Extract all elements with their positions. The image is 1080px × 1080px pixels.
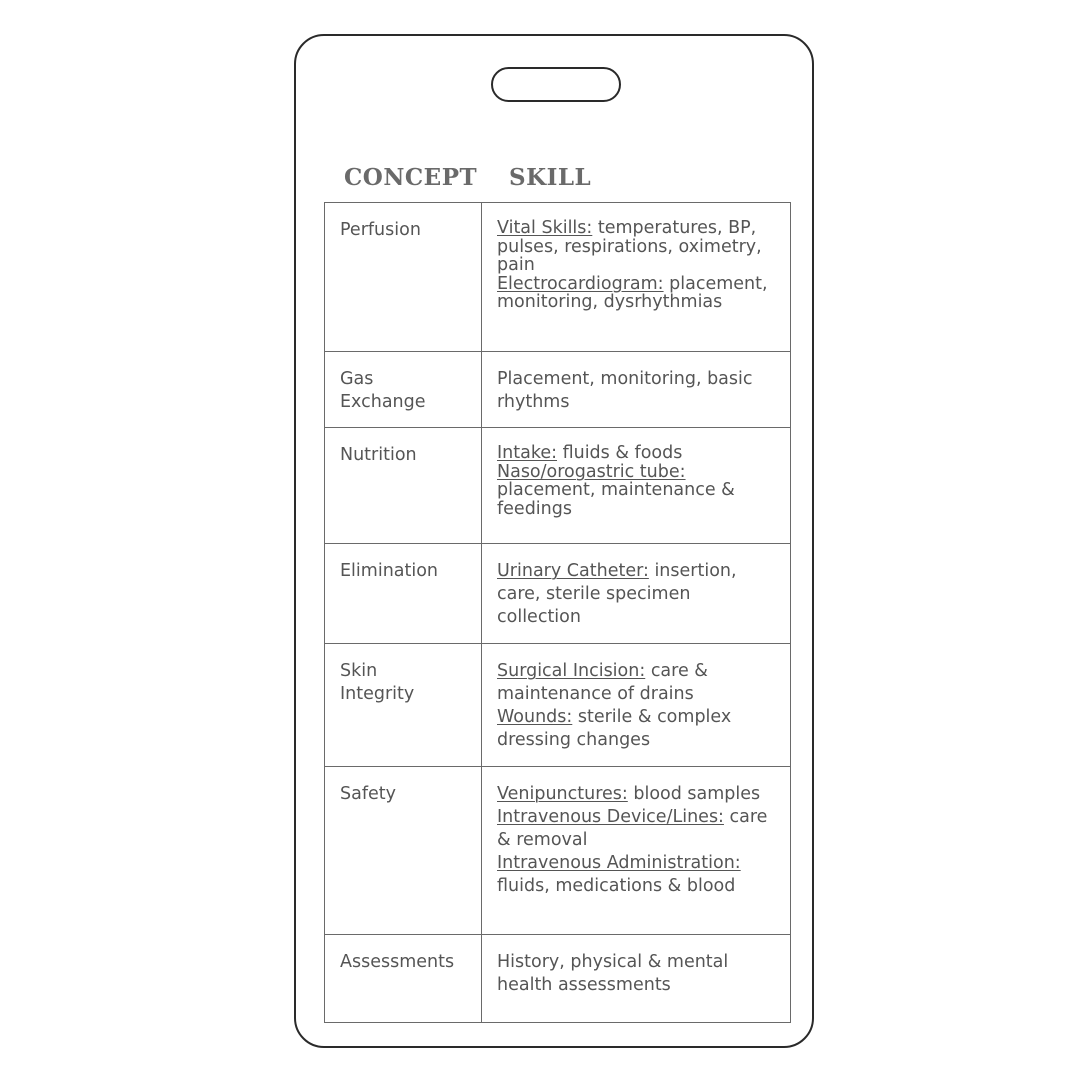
concept-label: Skin: [340, 661, 378, 681]
table-row: [325, 644, 791, 767]
skill-text: placement, maintenance & feedings: [497, 480, 735, 519]
badge-slot-hole: [491, 67, 621, 102]
concept-label: Elimination: [340, 561, 439, 581]
skill-cell: [482, 935, 791, 1023]
skill-header: SKILL: [509, 164, 592, 191]
concept-label: Nutrition: [340, 445, 417, 465]
skill-title: Electrocardiogram:: [497, 273, 664, 294]
skill-title: Intake:: [497, 443, 558, 463]
skill-title: Urinary Catheter:: [497, 561, 649, 581]
skill-cell: [482, 767, 791, 935]
concept-cell: [325, 935, 482, 1023]
skill-title: Intravenous Device/Lines:: [497, 807, 724, 827]
skill-cell: [482, 428, 791, 544]
skill-text: Placement, monitoring, basic rhythms: [497, 369, 753, 412]
skill-title: Venipunctures:: [497, 784, 628, 804]
skill-text: care & removal: [497, 807, 768, 850]
table-row: [325, 935, 791, 1023]
table-row: [325, 203, 791, 352]
concept-label: Assessments: [340, 952, 455, 972]
skill-text: placement, monitoring, dysrhythmias: [497, 273, 768, 312]
concept-cell: [325, 767, 482, 935]
concept-header: CONCEPT: [344, 164, 478, 191]
skill-title: Naso/orogastric tube:: [497, 461, 686, 482]
skill-cell: [482, 352, 791, 428]
skill-text: temperatures, BP, pulses, respirations, oximetry, pain: [497, 218, 762, 275]
concept-cell: [325, 544, 482, 644]
skill-cell: [482, 644, 791, 767]
skill-title: Intravenous Administration:: [497, 853, 741, 873]
skill-text: fluids & foods: [557, 443, 683, 463]
skill-text: insertion, care, sterile specimen collection: [497, 561, 737, 627]
concept-label: Exchange: [340, 392, 426, 412]
skill-text: fluids, medications & blood: [497, 876, 736, 896]
skill-cell: [482, 203, 791, 352]
concept-cell: [325, 352, 482, 428]
skill-title: Wounds:: [497, 707, 573, 727]
concept-label: Integrity: [340, 684, 415, 704]
table-row: [325, 428, 791, 544]
table-row: [325, 544, 791, 644]
skill-text: care & maintenance of drains: [497, 661, 708, 704]
table-row: [325, 767, 791, 935]
skill-text: History, physical & mental health assessments: [497, 952, 729, 995]
concept-label: Gas: [340, 369, 374, 389]
skill-title: Surgical Incision:: [497, 661, 646, 681]
concept-label: Perfusion: [340, 220, 421, 240]
concept-cell: [325, 203, 482, 352]
concept-skill-table: [324, 202, 791, 1023]
skill-text: blood samples: [627, 784, 761, 804]
skill-cell: [482, 544, 791, 644]
skill-text: sterile & complex dressing changes: [497, 707, 732, 750]
table-row: [325, 352, 791, 428]
reference-badge-card: [294, 34, 814, 1048]
concept-label: Safety: [340, 784, 396, 804]
concept-cell: [325, 428, 482, 544]
concept-cell: [325, 644, 482, 767]
skill-title: Vital Skills:: [497, 218, 593, 238]
